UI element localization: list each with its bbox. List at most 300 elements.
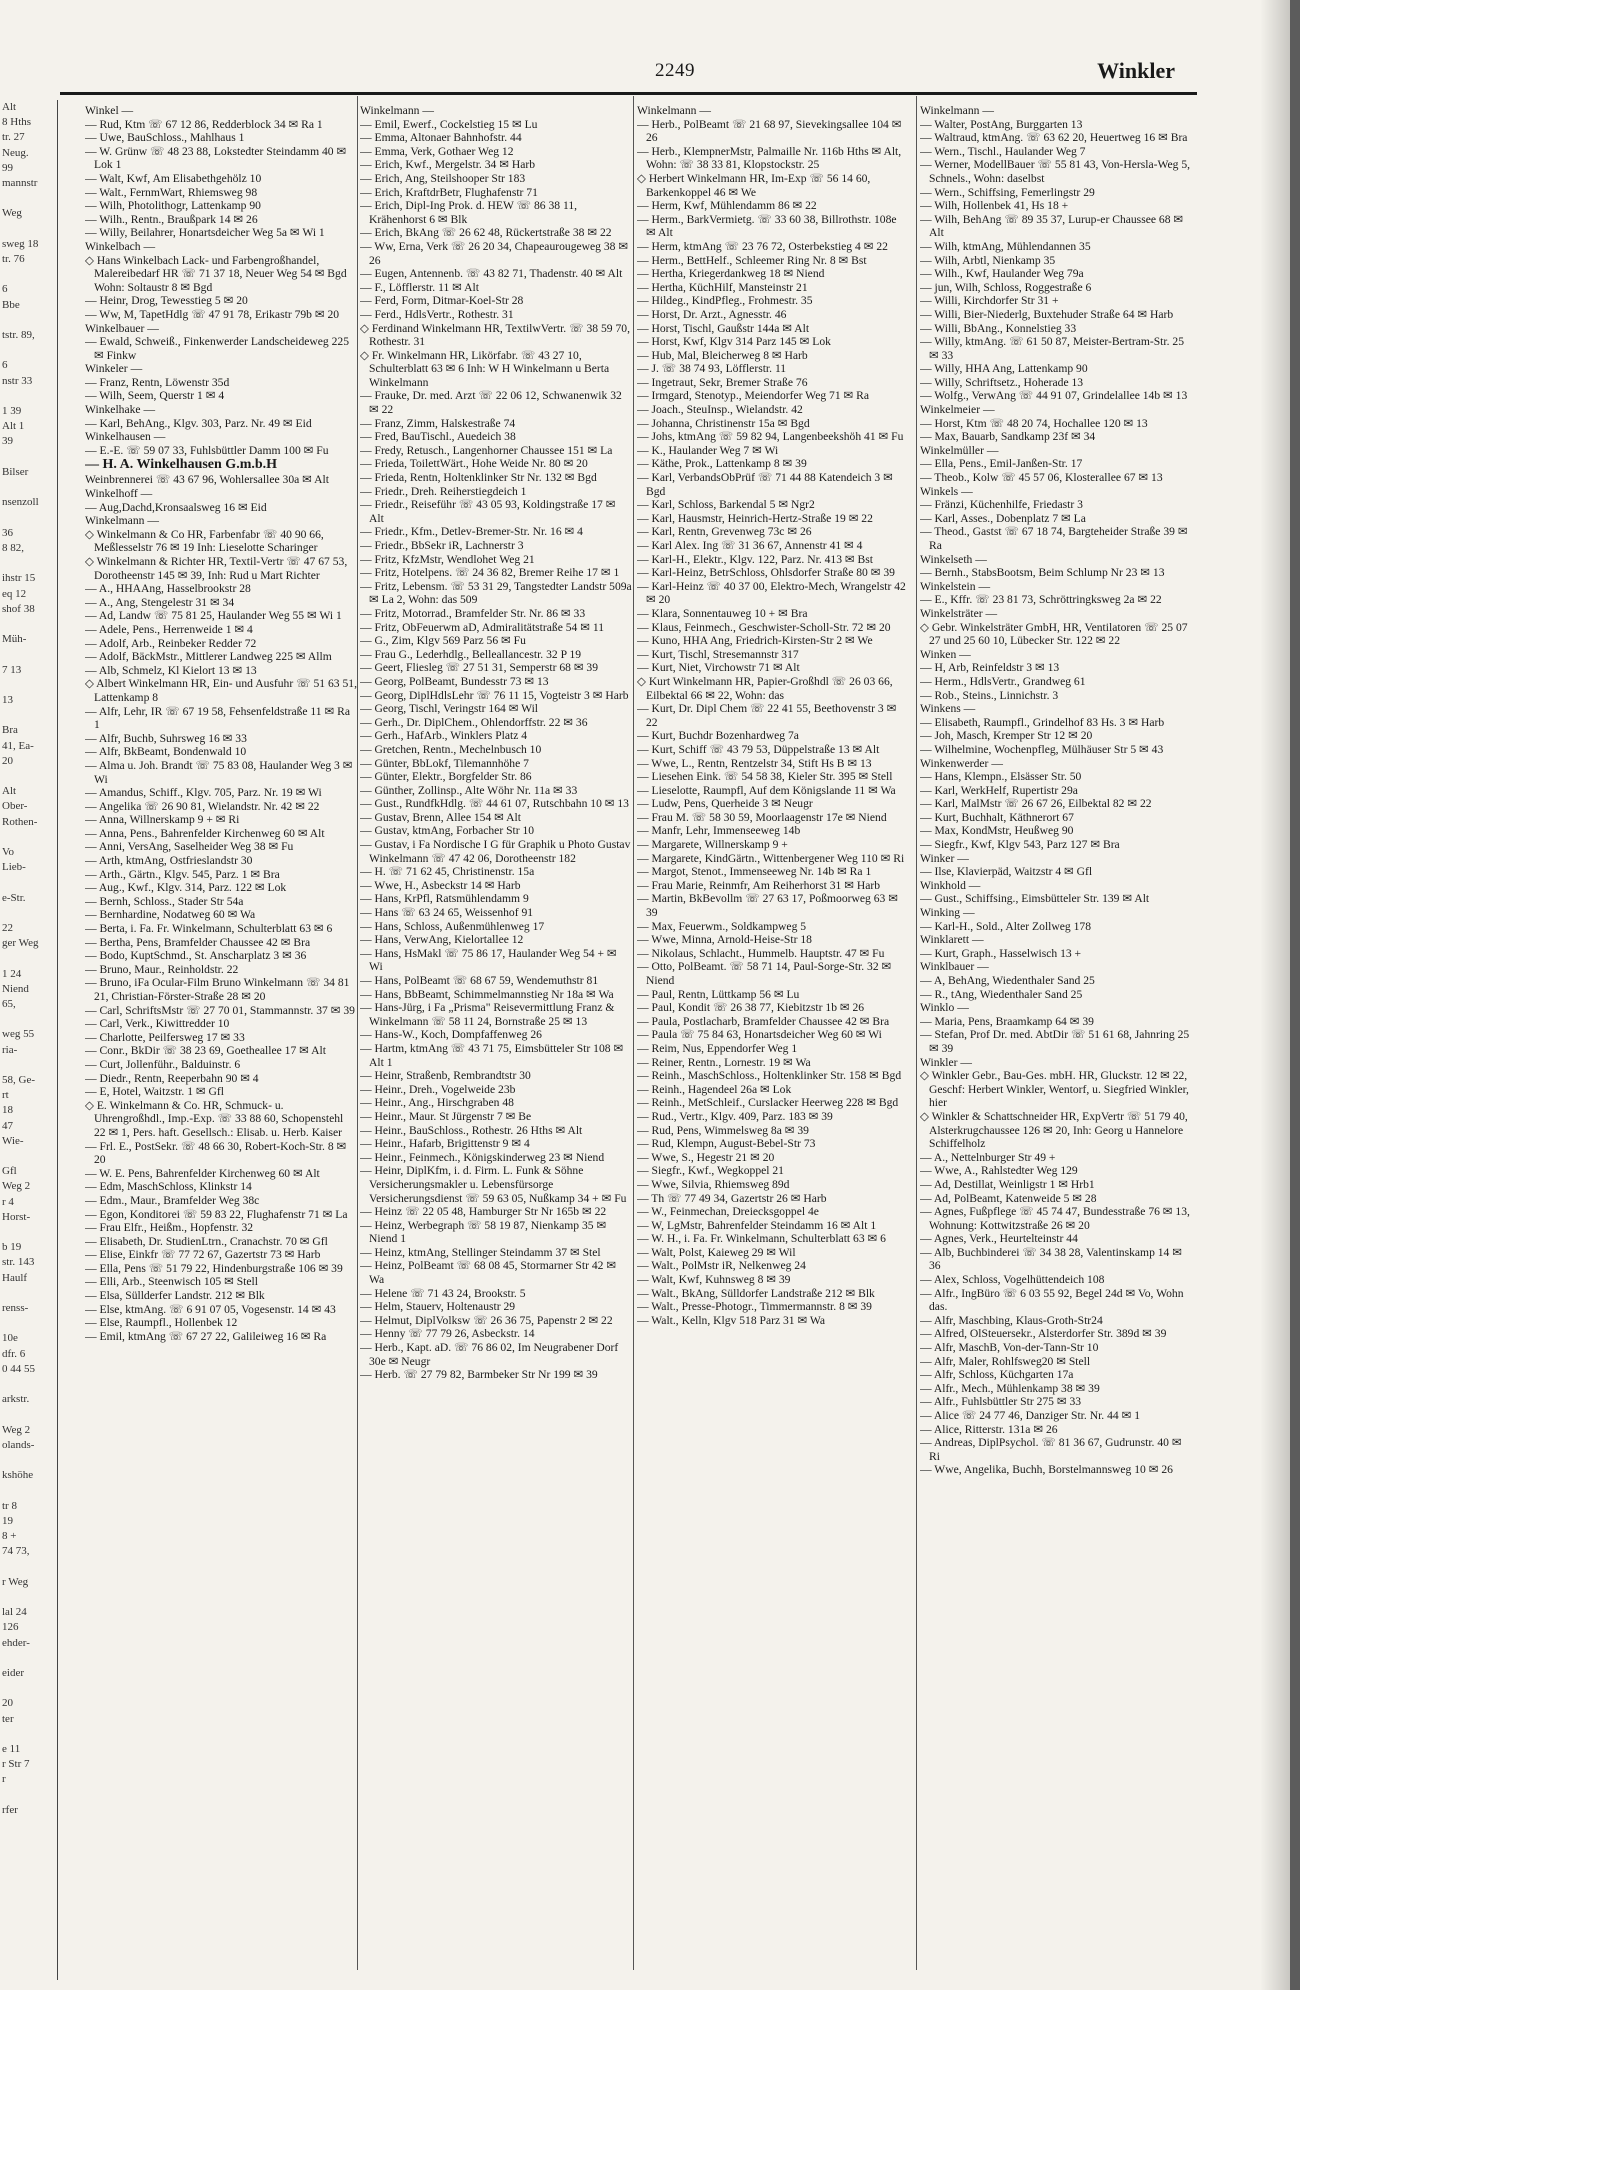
directory-entry: — Rud., Vertr., Klgv. 409, Parz. 183 ✉ 39 bbox=[637, 1109, 833, 1123]
gutter-fragment bbox=[2, 1590, 60, 1605]
directory-entry: — Alfr, MaschB, Von-der-Tann-Str 10 bbox=[920, 1341, 1099, 1355]
directory-entry: — Manfr, Lehr, Immenseeweg 14b bbox=[637, 824, 801, 838]
directory-entry: ◇ Gebr. Winkelsträter GmbH, HR, Ventilatoren ☏ 25 07 27 und 25 60 10, Lübecker Str. 122 ✉ 22 bbox=[920, 620, 1188, 648]
gutter-fragment: ihstr 15 bbox=[2, 572, 36, 585]
gutter-fragment bbox=[2, 222, 60, 237]
directory-entry: — Margot, Stenot., Immenseeweg Nr. 14b ✉ Ra 1 bbox=[637, 865, 872, 879]
directory-entry: — Alfr, BkBeamt, Bondenwald 10 bbox=[85, 745, 247, 759]
directory-entry: — Klara, Sonnentauweg 10 + ✉ Bra bbox=[637, 606, 808, 620]
directory-entry: — Reiner, Rentn., Lornestr. 19 ✉ Wa bbox=[637, 1055, 811, 1069]
gutter-fragment: sweg 18 bbox=[2, 237, 39, 250]
directory-entry: — Herb., KlempnerMstr, Palmaille Nr. 116b Hths ✉ Alt, Wohn: ☏ 38 33 81, Klopstockstr. 25 bbox=[637, 144, 902, 172]
directory-entry: — Willi, Bier-Niederlg, Buxtehuder Straße 64 ✉ Harb bbox=[920, 307, 1174, 321]
directory-entry: — Fritz, Motorrad., Bramfelder Str. Nr. 86 ✉ 33 bbox=[360, 606, 586, 620]
directory-entry: — Ww, M, TapetHdlg ☏ 47 91 78, Erikastr 79b ✉ 20 bbox=[85, 307, 340, 321]
directory-entry: — Ingetraut, Sekr, Bremer Straße 76 bbox=[637, 375, 808, 389]
directory-entry: — G., Zim, Klgv 569 Parz 56 ✉ Fu bbox=[360, 634, 526, 648]
directory-entry: — Irmgard, Stenotyp., Meiendorfer Weg 71 ✉ Ra bbox=[637, 389, 870, 403]
directory-entry: — Wwe, A., Rahlstedter Weg 129 bbox=[920, 1164, 1078, 1178]
directory-entry: — Bernh., StabsBootsm, Beim Schlump Nr 23 ✉ 13 bbox=[920, 566, 1165, 580]
directory-entry: ◇ Albert Winkelmann HR, Ein- und Ausfuhr ☏ 51 63 51, Lattenkamp 8 bbox=[85, 677, 357, 704]
gutter-fragment bbox=[2, 1407, 60, 1422]
directory-entry: — Kurt, Graph., Hasselwisch 13 + bbox=[920, 946, 1082, 960]
directory-entry: — Paula, Postlacharb, Bramfelder Chaussee 42 ✉ Bra bbox=[637, 1014, 890, 1028]
directory-column-3 bbox=[637, 104, 909, 1970]
directory-entry: — Ilse, Klavierpäd, Waitzstr 4 ✉ Gfl bbox=[920, 865, 1093, 879]
directory-entry: ◇ Winkelmann & Co HR, Farbenfabr ☏ 40 90 66, Meßlesselstr 76 ✉ 19 Inh: Lieselotte Scharinger bbox=[85, 527, 324, 555]
directory-entry: — Walt., Presse-Photogr., Timmermannstr. 8 ✉ 39 bbox=[637, 1300, 872, 1314]
directory-entry: — Th ☏ 77 49 34, Gazertstr 26 ✉ Harb bbox=[637, 1191, 827, 1205]
column-rule bbox=[633, 96, 634, 1970]
gutter-fragment: 1 24 bbox=[2, 967, 22, 980]
directory-entry: — Margarete, KindGärtn., Wittenbergener Weg 110 ✉ Ri bbox=[637, 851, 905, 865]
directory-entry: — Egon, Konditorei ☏ 59 83 22, Flughafenstr 71 ✉ La bbox=[85, 1207, 348, 1221]
directory-entry: — Kurt, Dr. Dipl Chem ☏ 22 41 55, Beethovenstr 3 ✉ 22 bbox=[637, 702, 897, 729]
gutter-fragment: tstr. 89, bbox=[2, 329, 35, 342]
directory-entry: — Karl, BehAng., Klgv. 303, Parz. Nr. 49 ✉ Eid bbox=[85, 416, 312, 430]
directory-entry: ◇ E. Winkelmann & Co. HR, Schmuck- u. Uhrengroßhdl., Imp.-Exp. ☏ 33 88 60, Schopenstehl 22 ✉ 1, Pers. haft. Gesellsch.: Elisab. u. Herb. Kaiser bbox=[85, 1098, 344, 1139]
directory-entry: — Erich, Kwf., Mergelstr. 34 ✉ Harb bbox=[360, 158, 535, 172]
directory-entry: — W. E. Pens, Bahrenfelder Kirchenweg 60 ✉ Alt bbox=[85, 1166, 320, 1180]
directory-entry: — Wern., Tischl., Haulander Weg 7 bbox=[920, 144, 1086, 158]
directory-entry: — Kurt, Niet, Virchowstr 71 ✉ Alt bbox=[637, 661, 800, 675]
gutter-fragment: Neug. bbox=[2, 146, 29, 159]
directory-entry: — Karl-Heinz ☏ 40 37 00, Elektro-Mech, Wrangelstr 42 ✉ 20 bbox=[637, 579, 906, 607]
directory-entry: — Anna, Willnerskamp 9 + ✉ Ri bbox=[85, 813, 240, 827]
surname-heading: Winkelsträter — bbox=[920, 606, 998, 620]
directory-entry: — A., Ang, Stengelestr 31 ✉ 34 bbox=[85, 595, 235, 609]
directory-entry: — Herm., HdlsVertr., Grandweg 61 bbox=[920, 674, 1086, 688]
directory-entry: — Emil, Ewerf., Cockelstieg 15 ✉ Lu bbox=[360, 117, 538, 131]
directory-entry: — Karl, WerkHelf, Rupertistr 29a bbox=[920, 783, 1078, 797]
directory-entry: — Otto, PolBeamt. ☏ 58 71 14, Paul-Sorge-Str. 32 ✉ Niend bbox=[637, 960, 892, 987]
directory-column-4 bbox=[920, 104, 1192, 1970]
directory-entry: — Herb., Kapt. aD. ☏ 76 86 02, Im Neugrabener Dorf 30e ✉ Neugr bbox=[360, 1341, 619, 1368]
surname-heading: Winkelmeier — bbox=[920, 403, 995, 417]
directory-entry: — Helene ☏ 71 43 24, Brookstr. 5 bbox=[360, 1286, 526, 1300]
directory-entry: — Adele, Pens., Herrenweide 1 ✉ 4 bbox=[85, 622, 253, 636]
gutter-fragment: b 19 bbox=[2, 1241, 22, 1254]
directory-entry: — Elise, Einkfr ☏ 77 72 67, Gazertstr 73 ✉ Harb bbox=[85, 1248, 321, 1262]
directory-entry: — Willy, Beilahrer, Honartsdeicher Weg 5a ✉ Wi 1 bbox=[85, 226, 325, 240]
directory-entry: — R., tAng, Wiedenthaler Sand 25 bbox=[920, 987, 1083, 1001]
gutter-fragment: 6 bbox=[2, 283, 8, 296]
directory-entry: — Heinr., BauSchloss., Rothestr. 26 Hths ✉ Alt bbox=[360, 1123, 583, 1137]
directory-entry: — Gustav, i Fa Nordische I G für Graphik u Photo Gustav Winkelmann ☏ 47 42 06, Dorotheenstr 182 bbox=[360, 838, 631, 865]
directory-entry: — Reinh., Hagendeel 26a ✉ Lok bbox=[637, 1082, 792, 1096]
directory-entry: — Alice ☏ 24 77 46, Danziger Str. Nr. 44 ✉ 1 bbox=[920, 1409, 1140, 1422]
directory-entry: — Kurt, Buchdr Bozenhardweg 7a bbox=[637, 729, 799, 743]
directory-entry: — Arth, ktmAng, Ostfrieslandstr 30 bbox=[85, 854, 253, 868]
directory-entry: — Max, Bauarb, Sandkamp 23f ✉ 34 bbox=[920, 430, 1096, 444]
gutter-fragment: Alt 1 bbox=[2, 420, 25, 433]
directory-entry: — Wilh, Photolithogr, Lattenkamp 90 bbox=[85, 199, 261, 213]
directory-entry: — Karl, VerbandsObPrüf ☏ 71 44 88 Katendeich 3 ✉ Bgd bbox=[637, 471, 893, 498]
directory-entry: — Stefan, Prof Dr. med. AbtDir ☏ 51 61 68, Jahnring 25 ✉ 39 bbox=[920, 1028, 1190, 1055]
directory-entry: ◇ Kurt Winkelmann HR, Papier-Großhdl ☏ 26 03 66, Eilbektal 66 ✉ 22, Wohn: das bbox=[637, 674, 893, 702]
directory-entry: — Wwe, Angelika, Buchh, Borstelmannsweg 10 ✉ 26 bbox=[920, 1463, 1173, 1477]
gutter-fragment: 19 bbox=[2, 1514, 13, 1527]
directory-entry: — Horst, Ktm ☏ 48 20 74, Hochallee 120 ✉ 13 bbox=[920, 416, 1148, 430]
surname-heading: Winkelhoff — bbox=[85, 487, 153, 501]
directory-entry: — Hans, Schloss, Außenmühlenweg 17 bbox=[360, 919, 545, 933]
surname-heading: Winklbauer — bbox=[920, 960, 989, 974]
gutter-fragment: renss- bbox=[2, 1302, 29, 1315]
surname-heading: Winkels — bbox=[920, 484, 973, 498]
directory-entry: — Alfr, Maler, Rohlfsweg20 ✉ Stell bbox=[920, 1354, 1091, 1368]
gutter-fragment bbox=[2, 769, 60, 784]
surname-heading: Winkens — bbox=[920, 702, 976, 716]
gutter-fragment: tr. 76 bbox=[2, 253, 25, 266]
gutter-fragment: Weg 2 bbox=[2, 1180, 31, 1193]
surname-heading: Winkelmüller — bbox=[920, 443, 999, 457]
directory-entry: — Georg, Tischl, Veringstr 164 ✉ Wil bbox=[360, 702, 539, 716]
directory-entry: — Walt., FernmWart, Rhiemsweg 98 bbox=[85, 185, 258, 199]
directory-entry: — Karl, Asses., Dobenplatz 7 ✉ La bbox=[920, 511, 1086, 525]
gutter-fragment: arkstr. bbox=[2, 1393, 30, 1406]
gutter-fragment: 20 bbox=[2, 1697, 13, 1710]
gutter-fragment bbox=[2, 1149, 60, 1164]
gutter-fragment bbox=[2, 678, 60, 693]
directory-entry: — Hans, BbBeamt, Schimmelmannstieg Nr 18a ✉ Wa bbox=[360, 987, 614, 1001]
directory-entry: — Hans, KrPfl, Ratsmühlendamm 9 bbox=[360, 892, 529, 906]
gutter-fragment bbox=[2, 556, 60, 571]
gutter-fragment: shof 38 bbox=[2, 602, 35, 615]
directory-entry: — K., Haulander Weg 7 ✉ Wi bbox=[637, 443, 779, 457]
directory-entry: — Horst, Kwf, Klgv 314 Parz 145 ✉ Lok bbox=[637, 335, 831, 349]
directory-entry: — Karl-H., Sold., Alter Zollweg 178 bbox=[920, 919, 1091, 933]
directory-entry: — Alb, Schmelz, Kl Kielort 13 ✉ 13 bbox=[85, 663, 257, 677]
directory-entry: — Wern., Schiffsing, Femerlingstr 29 bbox=[920, 185, 1095, 199]
directory-entry: — Georg, DiplHdlsLehr ☏ 76 11 15, Vogteistr 3 ✉ Harb bbox=[360, 688, 629, 702]
directory-entry: — Ww, Erna, Verk ☏ 26 20 34, Chapeaurougeweg 38 ✉ 26 bbox=[360, 239, 629, 267]
directory-entry: — Wilh, Hollenbek 41, Hs 18 + bbox=[920, 199, 1069, 213]
directory-entry: — Fritz, KfzMstr, Wendlohet Weg 21 bbox=[360, 552, 535, 566]
gutter-fragment bbox=[2, 647, 60, 662]
directory-entry: — Friedr., BbSekr iR, Lachnerstr 3 bbox=[360, 539, 524, 552]
directory-entry: — Johanna, Christinenstr 15a ✉ Bgd bbox=[637, 416, 810, 430]
directory-entry: — Agnes, Fußpflege ☏ 45 74 47, Bundesstraße 76 ✉ 13, Wohnung: Kottwitzstraße 26 ✉ 20 bbox=[920, 1205, 1190, 1232]
directory-entry: — Anna, Pens., Bahrenfelder Kirchenweg 60 ✉ Alt bbox=[85, 826, 325, 840]
gutter-fragment: mannstr bbox=[2, 177, 38, 190]
directory-entry: — Walt, Kwf, Kuhnsweg 8 ✉ 39 bbox=[637, 1273, 791, 1287]
directory-entry: — Wwe, Minna, Arnold-Heise-Str 18 bbox=[637, 933, 812, 947]
previous-page-gutter bbox=[0, 100, 60, 1980]
directory-entry: — Ludw, Pens, Querheide 3 ✉ Neugr bbox=[637, 797, 813, 811]
gutter-fragment: 65, bbox=[2, 997, 16, 1010]
column-rule bbox=[357, 96, 358, 1970]
gutter-fragment: lal 24 bbox=[2, 1606, 27, 1619]
directory-entry: — A., Nettelnburger Str 49 + bbox=[920, 1150, 1056, 1164]
directory-column-2 bbox=[360, 104, 632, 1970]
directory-entry: — Angelika ☏ 26 90 81, Wielandstr. Nr. 42 ✉ 22 bbox=[85, 799, 320, 813]
gutter-fragment: 1 39 bbox=[2, 405, 22, 418]
gutter-fragment: rt bbox=[2, 1089, 9, 1102]
gutter-fragment: 58, Ge- bbox=[2, 1074, 35, 1086]
directory-entry: — Gust., Schiffsing., Eimsbütteler Str. 139 ✉ Alt bbox=[920, 892, 1150, 906]
directory-entry: — Rob., Steins., Linnichstr. 3 bbox=[920, 688, 1059, 702]
directory-entry: — Horst, Dr. Arzt., Agnesstr. 46 bbox=[637, 307, 787, 321]
directory-entry: — Horst, Tischl, Gaußstr 144a ✉ Alt bbox=[637, 321, 810, 335]
gutter-fragment: 0 44 55 bbox=[2, 1362, 35, 1375]
directory-entry: — Curt, Jollenführ., Balduinstr. 6 bbox=[85, 1057, 241, 1071]
directory-entry: — Werner, ModellBauer ☏ 55 81 43, Von-Hersla-Weg 5, Schnels., Wohn: daselbst bbox=[920, 158, 1191, 185]
directory-entry: — Siegfr., Kwf., Wegkoppel 21 bbox=[637, 1164, 784, 1178]
gutter-fragment: nstr 33 bbox=[2, 374, 33, 387]
directory-entry: — Ad, PolBeamt, Katenweide 5 ✉ 28 bbox=[920, 1191, 1097, 1205]
gutter-fragment: Lieb- bbox=[2, 861, 26, 874]
gutter-fragment: olands- bbox=[2, 1438, 35, 1451]
directory-entry: — Alb, Buchbinderei ☏ 34 38 28, Valentinskamp 14 ✉ 36 bbox=[920, 1245, 1182, 1273]
directory-entry: — Fritz, ObFeuerwm aD, Admiralitätstraße 54 ✉ 11 bbox=[360, 620, 605, 634]
directory-entry: — Wwe, H., Asbeckstr 14 ✉ Harb bbox=[360, 878, 521, 892]
directory-entry: — Karl, Rentn, Grevenweg 73c ✉ 26 bbox=[637, 525, 812, 539]
gutter-fragment: Bra bbox=[2, 724, 18, 737]
directory-entry: — E., Kffr. ☏ 23 81 73, Schröttringksweg 2a ✉ 22 bbox=[920, 593, 1162, 607]
directory-entry: — Martin, BkBevollm ☏ 27 63 17, Poßmoorweg 63 ✉ 39 bbox=[637, 892, 898, 920]
directory-entry: — Max, KondMstr, Heußweg 90 bbox=[920, 824, 1074, 838]
gutter-fragment bbox=[2, 1560, 60, 1575]
directory-entry: — Bertha, Pens, Bramfelder Chaussee 42 ✉ Bra bbox=[85, 935, 311, 949]
gutter-fragment bbox=[2, 708, 60, 723]
directory-entry: — Heinr, Straßenb, Rembrandtstr 30 bbox=[360, 1069, 531, 1083]
directory-entry: — Joach., SteuInsp., Wielandstr. 42 bbox=[637, 403, 803, 417]
directory-entry: — Willi, Kirchdorfer Str 31 + bbox=[920, 294, 1059, 308]
gutter-fragment: 13 bbox=[2, 693, 13, 706]
gutter-fragment: Alt bbox=[2, 785, 17, 798]
gutter-fragment: Weg 2 bbox=[2, 1423, 31, 1436]
directory-entry: — Bodo, KuptSchmd., St. Anscharplatz 3 ✉ 36 bbox=[85, 949, 307, 963]
directory-entry: — W, LgMstr, Bahrenfelder Steindamm 16 ✉ Alt 1 bbox=[637, 1218, 877, 1232]
directory-entry: — Hertha, KüchHilf, Mansteinstr 21 bbox=[637, 280, 808, 294]
directory-entry: — Ad, Destillat, Weinligstr 1 ✉ Hrb1 bbox=[920, 1177, 1095, 1191]
gutter-fragment bbox=[2, 313, 60, 328]
book-binding-edge bbox=[1290, 0, 1300, 1990]
directory-entry: — Rud, Ktm ☏ 67 12 86, Redderblock 34 ✉ Ra 1 bbox=[85, 117, 323, 131]
directory-entry: — Edm, MaschSchloss, Klinkstr 14 bbox=[85, 1180, 252, 1194]
surname-heading: Winkelhausen — bbox=[85, 430, 166, 444]
directory-entry: — F., Löfflerstr. 11 ✉ Alt bbox=[360, 280, 479, 294]
directory-entry: — Wilh., Kwf, Haulander Weg 79a bbox=[920, 267, 1084, 281]
directory-entry: — Kuno, HHA Ang, Friedrich-Kirsten-Str 2 ✉ We bbox=[637, 634, 873, 648]
directory-entry: — Gust., RundfkHdlg. ☏ 44 61 07, Rutschbahn 10 ✉ 13 bbox=[360, 797, 629, 811]
directory-entry: — Helmut, DiplVolksw ☏ 26 36 75, Papenstr 2 ✉ 22 bbox=[360, 1313, 613, 1327]
gutter-fragment bbox=[2, 617, 60, 632]
directory-entry: — Heinz, PolBeamt ☏ 68 08 45, Stormarner Str 42 ✉ Wa bbox=[360, 1259, 617, 1287]
directory-entry: — J. ☏ 38 74 93, Löfflerstr. 11 bbox=[637, 362, 787, 376]
directory-entry: — Wolfg., VerwAng ☏ 44 91 07, Grindelallee 14b ✉ 13 bbox=[920, 389, 1188, 403]
gutter-rule bbox=[57, 100, 58, 1980]
directory-entry: — Alfr., IngBüro ☏ 6 03 55 92, Begel 24d ✉ Vo, Wohn das. bbox=[920, 1286, 1184, 1314]
surname-heading: Winkel — bbox=[85, 104, 134, 117]
directory-entry: — Aug., Kwf., Klgv. 314, Parz. 122 ✉ Lok bbox=[85, 881, 287, 895]
directory-entry: — Herm, Kwf, Mühlendamm 86 ✉ 22 bbox=[637, 199, 817, 213]
directory-entry: — Maria, Pens, Braamkamp 64 ✉ 39 bbox=[920, 1014, 1094, 1028]
directory-entry: — Paul, Rentn, Lüttkamp 56 ✉ Lu bbox=[637, 987, 800, 1001]
gutter-fragment: weg 55 bbox=[2, 1028, 35, 1041]
directory-entry: — Käthe, Prok., Lattenkamp 8 ✉ 39 bbox=[637, 457, 807, 471]
directory-entry: ◇ Winkler & Schattschneider HR, ExpVertr ☏ 51 79 40, Alsterkrugchaussee 126 ✉ 20, Inh: Georg u Hannelore Schiffelholz bbox=[920, 1109, 1188, 1151]
directory-entry: — Herm, ktmAng ☏ 23 76 72, Osterbekstieg 4 ✉ 22 bbox=[637, 239, 888, 253]
gutter-fragment: Ober- bbox=[2, 800, 28, 813]
directory-entry: — Max, Feuerwm., Soldkampweg 5 bbox=[637, 919, 807, 933]
gutter-fragment bbox=[2, 191, 60, 206]
directory-entry: — Herm., BettHelf., Schleemer Ring Nr. 8 ✉ Bst bbox=[637, 253, 867, 267]
gutter-fragment bbox=[2, 906, 60, 921]
directory-entry: — Fränzi, Küchenhilfe, Friedastr 3 bbox=[920, 498, 1083, 512]
directory-entry: — Walt., BkAng, Sülldorfer Landstraße 212 ✉ Blk bbox=[637, 1286, 875, 1300]
directory-entry: — Alice, Ritterstr. 131a ✉ 26 bbox=[920, 1422, 1058, 1436]
directory-entry: — Wwe, L., Rentn, Rentzelstr 34, Stift Hs B ✉ 13 bbox=[637, 756, 872, 770]
running-header: Winkler bbox=[1097, 58, 1175, 83]
directory-entry: — Conr., BkDir ☏ 38 23 69, Goetheallee 17 ✉ Alt bbox=[85, 1044, 326, 1058]
gutter-fragment: e 11 bbox=[2, 1742, 21, 1755]
directory-entry: — Erich, Ang, Steilshooper Str 183 bbox=[360, 171, 526, 185]
gutter-fragment bbox=[2, 1316, 60, 1331]
directory-entry: — Joh, Masch, Kremper Str 12 ✉ 20 bbox=[920, 729, 1093, 743]
gutter-fragment: 18 bbox=[2, 1104, 13, 1117]
directory-entry: — Günter, Elektr., Borgfelder Str. 86 bbox=[360, 770, 532, 784]
directory-entry: — Charlotte, Peilfersweg 17 ✉ 33 bbox=[85, 1030, 245, 1044]
directory-entry: — Uwe, BauSchloss., Mahlhaus 1 bbox=[85, 131, 245, 145]
directory-entry: — Willy, Schriftsetz., Hoherade 13 bbox=[920, 375, 1084, 389]
directory-entry: — Diedr., Rentn, Reeperbahn 90 ✉ 4 bbox=[85, 1071, 259, 1085]
surname-heading: Winkler — bbox=[920, 1055, 973, 1069]
directory-entry: — Heinz, ktmAng, Stellinger Steindamm 37 ✉ Stel bbox=[360, 1245, 601, 1259]
gutter-fragment bbox=[2, 1058, 60, 1073]
directory-entry: — Wilh, BehAng ☏ 89 35 37, Lurup-er Chaussee 68 ✉ Alt bbox=[920, 212, 1184, 240]
gutter-fragment bbox=[2, 875, 60, 890]
directory-entry: — Friedr., Kfm., Detlev-Bremer-Str. Nr. 16 ✉ 4 bbox=[360, 525, 583, 539]
directory-entry: — Eugen, Antennenb. ☏ 43 82 71, Thadenstr. 40 ✉ Alt bbox=[360, 267, 623, 281]
gutter-fragment: str. 143 bbox=[2, 1256, 35, 1269]
gutter-fragment: r Weg bbox=[2, 1575, 29, 1588]
directory-entry: — Gustav, Brenn, Allee 154 ✉ Alt bbox=[360, 810, 521, 824]
surname-heading: Winking — bbox=[920, 906, 975, 920]
gutter-fragment: 8 + bbox=[2, 1530, 17, 1543]
directory-entry: — Hildeg., KindPfleg., Frohmestr. 35 bbox=[637, 294, 813, 308]
directory-entry: ◇ Herbert Winkelmann HR, Im-Exp ☏ 56 14 60, Barkenkoppel 46 ✉ We bbox=[637, 171, 871, 199]
directory-entry: — Frau M. ☏ 58 30 59, Moorlaagenstr 17e ✉ Niend bbox=[637, 810, 887, 824]
gutter-fragment: 36 bbox=[2, 526, 13, 539]
directory-entry: — Heinr., Feinmech., Königskinderweg 23 ✉ Niend bbox=[360, 1150, 605, 1164]
gutter-fragment: Gfl bbox=[2, 1165, 17, 1178]
page-number: 2249 bbox=[655, 60, 695, 81]
directory-entry: — Heinr, DiplKfm, i. d. Firm. L. Funk & Söhne Versicherungsmakler u. Lebensfürsorge Versicherungsdienst ☏ 59 63 05, Nußkamp 34 + ✉ Fu bbox=[360, 1164, 627, 1205]
header-rule bbox=[60, 92, 1197, 95]
gutter-fragment bbox=[2, 343, 60, 358]
directory-entry: — Karl, Schloss, Barkendal 5 ✉ Ngr2 bbox=[637, 498, 815, 512]
directory-entry: — Alfr, Lehr, IR ☏ 67 19 58, Fehsenfeldstraße 11 ✉ Ra 1 bbox=[85, 704, 350, 732]
directory-entry: ◇ Fr. Winkelmann HR, Likörfabr. ☏ 43 27 10, Schulterblatt 63 ✉ 6 Inh: W H Winkelmann u Berta Winkelmann bbox=[360, 348, 610, 389]
directory-entry: — Hans, PolBeamt ☏ 68 67 59, Wendemuthstr 81 bbox=[360, 974, 599, 987]
directory-entry: — Karl-H., Elektr., Klgv. 122, Parz. Nr. 413 ✉ Bst bbox=[637, 552, 873, 566]
directory-entry: — Alfr, Buchb, Suhrsweg 16 ✉ 33 bbox=[85, 731, 247, 745]
gutter-fragment: r Str 7 bbox=[2, 1758, 30, 1771]
surname-heading: Winkhold — bbox=[920, 878, 981, 892]
directory-entry: — Gerh., HafArb., Winklers Platz 4 bbox=[360, 729, 528, 743]
directory-entry: — Klaus, Feinmech., Geschwister-Scholl-Str. 72 ✉ 20 bbox=[637, 620, 891, 634]
directory-entry: — Wilh, Arbtl, Nienkamp 35 bbox=[920, 253, 1056, 267]
directory-entry: ◇ Hans Winkelbach Lack- und Farbengroßhandel, Malereibedarf HR ☏ 71 37 18, Neuer Weg 54 ✉ Bgd Wohn: Soltaustr 8 ✉ Bgd bbox=[85, 253, 347, 294]
directory-entry: — E.-E. ☏ 59 07 33, Fuhlsbüttler Damm 100 ✉ Fu bbox=[85, 443, 329, 457]
directory-entry: — Walt, Polst, Kaieweg 29 ✉ Wil bbox=[637, 1245, 796, 1259]
surname-heading: Winker — bbox=[920, 851, 969, 865]
gutter-fragment bbox=[2, 951, 60, 966]
gutter-fragment bbox=[2, 1225, 60, 1240]
directory-entry: — Alma u. Joh. Brandt ☏ 75 83 08, Haulander Weg 3 ✉ Wi bbox=[85, 758, 353, 786]
directory-entry: — Alfr., Mech., Mühlenkamp 38 ✉ 39 bbox=[920, 1381, 1100, 1395]
directory-entry: — Franz, Rentn, Löwenstr 35d bbox=[85, 375, 230, 389]
gutter-fragment: Rothen- bbox=[2, 815, 38, 828]
gutter-fragment bbox=[2, 389, 60, 404]
surname-heading: Winkelmann — bbox=[360, 104, 434, 117]
directory-entry: — Paul, Kondit ☏ 26 38 77, Kiebitzstr 1b ✉ 26 bbox=[637, 1001, 865, 1015]
directory-entry: — Rud, Pens, Wimmelsweg 8a ✉ 39 bbox=[637, 1123, 809, 1137]
gutter-fragment: Alt bbox=[2, 101, 17, 113]
gutter-fragment: 39 bbox=[2, 435, 13, 448]
directory-entry: — Rud, Klempn, August-Bebel-Str 73 bbox=[637, 1137, 816, 1151]
directory-entry: — Franz, Zimm, Halskestraße 74 bbox=[360, 416, 516, 430]
directory-entry: — Alex, Schloss, Vogelhüttendeich 108 bbox=[920, 1273, 1105, 1287]
directory-entry: — W. Grünw ☏ 48 23 88, Lokstedter Steindamm 40 ✉ Lok 1 bbox=[85, 144, 347, 172]
gutter-fragment: 8 82, bbox=[2, 541, 24, 554]
directory-entry: — Walt., Kelln, Klgv 518 Parz 31 ✉ Wa bbox=[637, 1313, 826, 1327]
directory-entry: — Walt., PolMstr iR, Nelkenweg 24 bbox=[637, 1259, 806, 1273]
surname-heading: Winkelhake — bbox=[85, 403, 156, 417]
gutter-fragment: rfer bbox=[2, 1803, 18, 1816]
directory-entry: — Bernhardine, Nodatweg 60 ✉ Wa bbox=[85, 908, 256, 922]
directory-entry: — H. ☏ 71 62 45, Christinenstr. 15a bbox=[360, 865, 535, 879]
gutter-fragment: kshöhe bbox=[2, 1469, 34, 1482]
directory-entry: — Carl, Verk., Kiwittredder 10 bbox=[85, 1017, 230, 1031]
directory-entry: — Geert, Fliesleg ☏ 27 51 31, Semperstr 68 ✉ 39 bbox=[360, 661, 599, 675]
gutter-fragment bbox=[2, 450, 60, 465]
directory-entry: — Günter, BbLokf, Tilemannhöhe 7 bbox=[360, 756, 529, 770]
directory-entry: — Ella, Pens ☏ 51 79 22, Hindenburgstraße 106 ✉ 39 bbox=[85, 1261, 343, 1275]
gutter-fragment bbox=[2, 1651, 60, 1666]
directory-entry: — Gretchen, Rentn., Mechelnbusch 10 bbox=[360, 742, 542, 756]
gutter-fragment bbox=[2, 1012, 60, 1027]
directory-entry: — Hans, Klempn., Elsässer Str. 50 bbox=[920, 770, 1082, 784]
directory-entry: — Wilh, Seem, Querstr 1 ✉ 4 bbox=[85, 389, 225, 403]
directory-entry: — Georg, PolBeamt, Bundesstr 73 ✉ 13 bbox=[360, 674, 549, 688]
directory-entry: — Willy, HHA Ang, Lattenkamp 90 bbox=[920, 362, 1088, 376]
gutter-fragment bbox=[2, 1681, 60, 1696]
directory-entry: — Alfr, Maschbing, Klaus-Groth-Str24 bbox=[920, 1313, 1103, 1327]
directory-entry: — Hartm, ktmAng ☏ 43 71 75, Eimsbütteler Str 108 ✉ Alt 1 bbox=[360, 1041, 624, 1069]
gutter-fragment: Bbe bbox=[2, 298, 20, 311]
gutter-fragment: 10e bbox=[2, 1332, 18, 1345]
surname-heading: Winkelseth — bbox=[920, 552, 987, 566]
directory-entry: — Fritz, Hotelpens. ☏ 24 36 82, Bremer Reihe 17 ✉ 1 bbox=[360, 566, 620, 580]
gutter-fragment: r bbox=[2, 1773, 6, 1786]
directory-entry: — H. A. Winkelhausen G.m.b.H bbox=[85, 457, 278, 473]
directory-entry: — Berta, i. Fa. Fr. Winkelmann, Schulterblatt 63 ✉ 6 bbox=[85, 922, 333, 936]
gutter-fragment bbox=[2, 830, 60, 845]
directory-entry: — Elsa, Süllderfer Landstr. 212 ✉ Blk bbox=[85, 1289, 265, 1303]
directory-entry: — jun, Wilh, Schloss, Roggestraße 6 bbox=[920, 280, 1092, 294]
column-rule bbox=[916, 96, 917, 1970]
directory-entry: — Hans ☏ 63 24 65, Weissenhof 91 bbox=[360, 906, 534, 920]
gutter-fragment bbox=[2, 267, 60, 282]
directory-entry: — Erich, KraftdrBetr, Flughafenstr 71 bbox=[360, 185, 538, 199]
directory-entry: — Arth., Gärtn., Klgv. 545, Parz. 1 ✉ Bra bbox=[85, 867, 280, 881]
directory-entry: — Elisabeth, Raumpfl., Grindelhof 83 Hs. 3 ✉ Harb bbox=[920, 715, 1165, 729]
directory-entry: — H, Arb, Reinfeldstr 3 ✉ 13 bbox=[920, 661, 1060, 675]
directory-entry: — Hertha, Kriegerdankweg 18 ✉ Niend bbox=[637, 267, 825, 281]
directory-entry: — Walt, Kwf, Am Elisabethgehölz 10 bbox=[85, 171, 262, 185]
